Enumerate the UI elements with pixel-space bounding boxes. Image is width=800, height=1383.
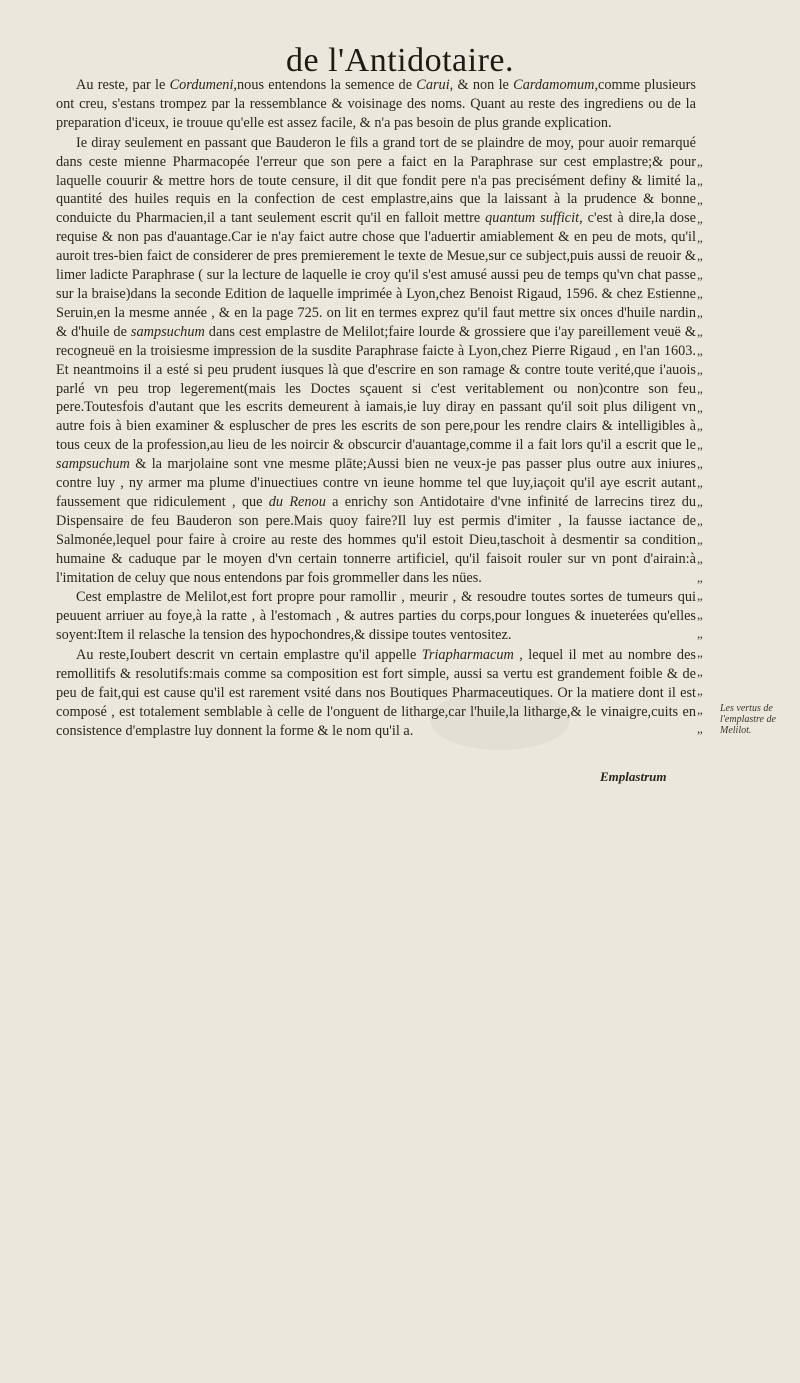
quotation-mark: „ <box>697 512 703 528</box>
quotation-mark: „ <box>697 682 703 698</box>
quotation-mark: „ <box>697 645 703 661</box>
margin-note: Les vertus de l'emplastre de Melilot. <box>720 703 776 736</box>
italic-run: sampsuchum <box>130 323 205 340</box>
italic-run: Carui <box>416 77 450 93</box>
quotation-mark: „ <box>697 701 703 717</box>
text-run: comme plusieurs ont creu, s'estans trompez par la ressemblance & voisinage des noms. Quant au reste des ingrediens ou de la preparation d'iceux, ie trouue qu'elle est assez facile, & n'a pas besoin de plus grande explication. <box>56 77 696 131</box>
quotation-mark: „ <box>697 550 703 566</box>
quotation-mark: „ <box>697 664 703 680</box>
quotation-mark: „ <box>697 305 703 321</box>
text-run: Au reste,Ioubert descrit vn certain emplastre qu'il appelle <box>76 647 422 664</box>
quotation-mark: „ <box>697 607 703 623</box>
quotation-mark: „ <box>697 720 703 736</box>
quotation-mark: „ <box>697 418 703 434</box>
quotation-mark: „ <box>697 456 703 472</box>
quotation-mark: „ <box>697 531 703 547</box>
italic-run: quantum sufficit, <box>485 210 583 227</box>
text-run: Au reste, par le <box>76 77 170 93</box>
quotation-mark: „ <box>697 210 703 226</box>
quotation-mark: „ <box>697 569 703 585</box>
quotation-mark: „ <box>697 191 703 207</box>
text-run: c'est à dire,la dose requise & non pas d'auantage.Car ie n'ay faict autre chose que l'aduertir amiablement & en peu de mots, qu'il auroit tres-bien faict de considerer de pres premierement le texte de Mesue,sur ce subject,puis aussi de reuoir & limer ladicte Paraphrase ( sur la lecture de laquelle ie croy qu'il s'est amusé aussi peu de temps qu'vn chat passe sur la braise)dans la seconde Edition de laquelle imprimée à Lyon,chez Benoist Rigaud, 1596. & chez Estienne Seruin,en la mesme année , & en la page 725. on lit en termes exprez qu'il faut mettre six onces d'huile nardin & d'huile de <box>56 210 696 340</box>
quotation-mark: „ <box>697 267 703 283</box>
quotation-mark: „ <box>697 475 703 491</box>
quotation-mark: „ <box>697 342 703 358</box>
quotation-mark: „ <box>697 437 703 453</box>
italic-run: du Renou <box>268 493 326 510</box>
quotation-mark: „ <box>697 399 703 415</box>
quotation-mark: „ <box>697 588 703 604</box>
quotation-mark: „ <box>697 361 703 377</box>
italic-run: Triapharmacum <box>421 647 514 664</box>
italic-run: Cardamomum, <box>513 77 599 93</box>
text-run: & la marjolaine sont vne mesme plāte;Aussi bien ne veux-je pas passer plus outre aux iniures contre luy , ny armer ma plume d'inuectiues contre vn ieune homme tel que luy,iaçoit qu'il aye escrit autant faussement que ridiculement , que <box>56 456 696 510</box>
text-run: Ie diray seulement en passant que Bauderon le fils a grand tort de se plaindre de moy, pour auoir remarqué dans ceste mienne Pharmacopée l'erreur que son pere a faict en la Paraphrase sur cest emplastre;& pour laquelle couurir & mettre hors de toute censure, il dit que fondit pere n'a pas precisément definy & limité la quantité des huiles requis en la confection de cest emplastre,ains que la laissant à la prudence & bonne conduicte du Pharmacien,il a tant seulement escrit qu'il en falloit mettre <box>56 134 696 227</box>
running-head: de l'Antidotaire. <box>285 42 514 79</box>
text-run: nous entendons la semence de <box>237 77 417 93</box>
italic-run: sampsuchum <box>56 456 130 473</box>
quotation-marks-column <box>697 153 723 739</box>
text-run: dans cest emplastre de Melilot;faire lourde & grossiere que i'ay pareillement veuë & recogneuë en la troisiesme impression de la susdite Paraphrase faicte à Lyon,chez Pierre Rigaud , en l'an 1603. Et neantmoins il a esté si peu prudent iusques là que d'escrire en son ramage & contre toute verité,que i'auois parlé vn peu trop legerement(mais les Doctes sçauent si c'est veritablement ou non)contre son feu pere.Toutesfois d'autant que les escrits demeurent à iamais,ie luy diray en passant qu'il soit plus diligent vn autre fois à bien examiner & espluscher de pres les escrits de son pere,pour les rendre clairs & intelligibles à tous ceux de la profession,au lieu de les noircir & obscurcir d'auantage,comme il a fait lors qu'il a escrit que le <box>56 323 696 454</box>
paragraph <box>56 646 696 741</box>
paragraph <box>56 134 696 588</box>
quotation-mark: „ <box>697 154 703 169</box>
body-text <box>56 76 696 741</box>
text-run: , & non le <box>449 77 514 93</box>
quotation-mark: „ <box>697 626 703 642</box>
quotation-mark: „ <box>697 324 703 340</box>
text-run: , lequel il met au nombre des remollitifs & resolutifs:mais comme sa composition est fort simple, aussi sa vertu est grandement foible & de peu de fait,qui est cause qu'il est rarement vsité dans nos Boutiques Pharmaceutiques. Or la matiere dont il est composé , est totalement semblable à celle de l'onguent de litharge,car l'huile,la litharge,& le vinaigre,cuits en consistence d'emplastre luy donnent la forme & le nom qu'il a. <box>56 647 696 739</box>
text-run: a enrichy son Antidotaire d'vne infinité de larrecins tirez du Dispensaire de feu Bauderon son pere.Mais quoy faire?Il luy est permis d'imiter , la fausse iactance de Salmonée,lequel pour faire à croire au reste des hommes qu'il estoit Dieu,taschoit à desmentir sa condition humaine & caduque par le moyen d'vn certain tonnerre artificiel, qu'il faisoit rouler sur vn pont d'airain:à l'imitation de celuy que nous entendons par fois grommeller dans les nües. <box>56 493 696 586</box>
text-run: Cest emplastre de Melilot,est fort propre pour ramollir , meurir , & resoudre toutes sortes de tumeurs qui peuuent arriuer au foye,à la ratte , à l'estomach , & autres parties du corps,pour longues & inueterées qu'elles soyent:Item il relasche la tension des hypochondres,& dissipe toutes ventositez. <box>56 589 696 644</box>
catchword: Emplastrum <box>600 769 667 784</box>
paragraph <box>56 588 696 645</box>
quotation-mark: „ <box>697 172 703 188</box>
quotation-mark: „ <box>697 229 703 245</box>
paragraph <box>56 76 696 133</box>
quotation-mark: „ <box>697 380 703 396</box>
quotation-mark: „ <box>697 494 703 510</box>
italic-run: Cordumeni, <box>169 77 238 93</box>
quotation-mark: „ <box>697 286 703 302</box>
quotation-mark: „ <box>697 248 703 264</box>
